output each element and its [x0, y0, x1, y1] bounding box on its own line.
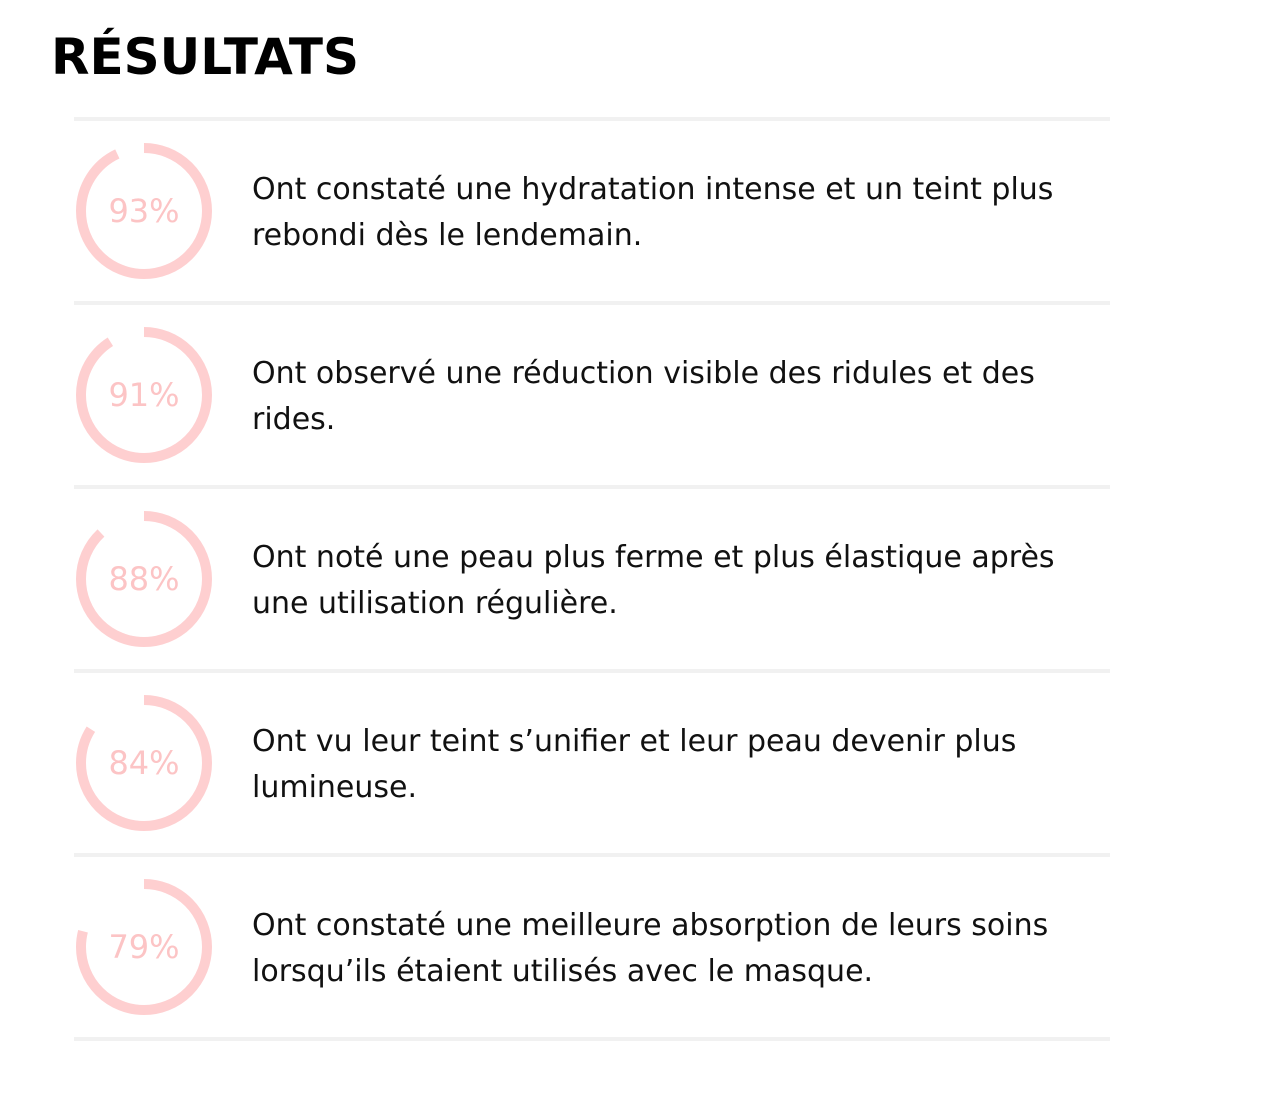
- percent-label: 93%: [108, 192, 180, 230]
- percent-label: 88%: [108, 560, 180, 598]
- result-row: [74, 673, 1110, 853]
- percent-label: 84%: [108, 744, 180, 782]
- progress-ring: [74, 509, 214, 649]
- result-description: Ont constaté une hydratation intense et un teint plus rebondi dès le lendemain.: [252, 172, 1054, 253]
- divider: [74, 1037, 1110, 1041]
- percent-label: 91%: [108, 376, 180, 414]
- result-row: [74, 489, 1110, 669]
- percent-label: 79%: [108, 928, 180, 966]
- progress-ring: [74, 877, 214, 1017]
- progress-ring: [74, 325, 214, 465]
- result-description: Ont vu leur teint s’unifier et leur peau devenir plus lumineuse.: [252, 724, 1017, 805]
- result-row: [74, 121, 1110, 301]
- progress-ring: [74, 141, 214, 281]
- result-row: [74, 857, 1110, 1037]
- result-description: Ont observé une réduction visible des ridules et des rides.: [252, 356, 1035, 437]
- page-title: RÉSULTATS: [51, 28, 360, 86]
- results-list: [74, 117, 1110, 1041]
- progress-ring: [74, 693, 214, 833]
- result-description: Ont constaté une meilleure absorption de leurs soins lorsqu’ils étaient utilisés avec le masque.: [252, 908, 1049, 989]
- result-row: [74, 305, 1110, 485]
- result-description: Ont noté une peau plus ferme et plus élastique après une utilisation régulière.: [252, 540, 1055, 621]
